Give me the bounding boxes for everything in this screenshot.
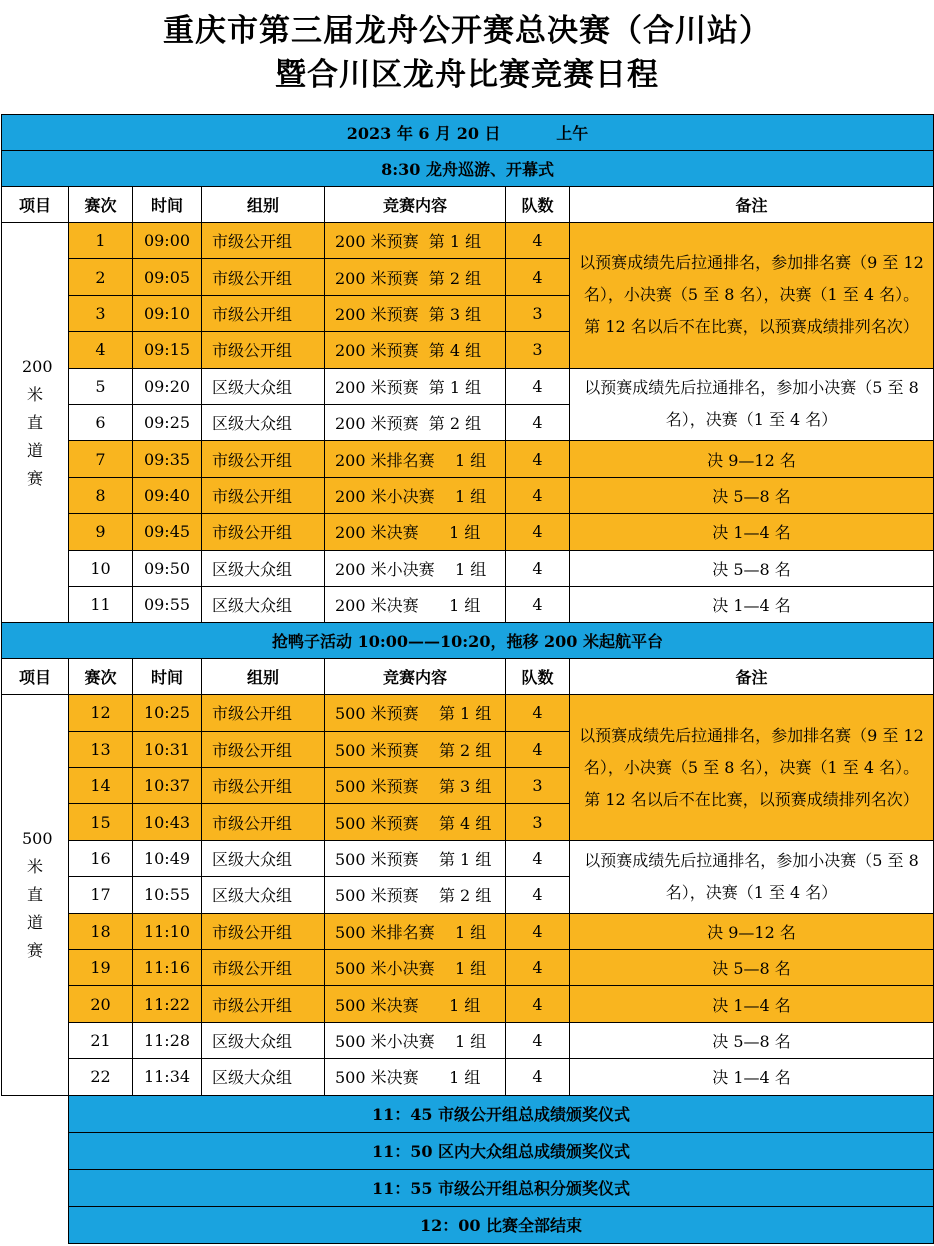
race-content: 200 米排名赛 1 组 [325,441,506,477]
table-row [2,477,934,513]
race-no: 14 [69,768,133,804]
table-row [2,586,934,622]
header-row-2 [2,659,934,695]
table-row [2,550,934,586]
race-group: 区级大众组 [202,1022,325,1058]
race-time: 11:10 [133,913,202,949]
header-row-1 [2,187,934,223]
race-group: 市级公开组 [202,950,325,986]
remark: 决 5—8 名 [570,1022,934,1058]
race-teams: 4 [506,731,570,767]
table-row [2,913,934,949]
race-content: 200 米预赛 第 4 组 [325,332,506,368]
table-row [2,840,934,876]
race-teams: 4 [506,950,570,986]
race-time: 09:50 [133,550,202,586]
race-no: 7 [69,441,133,477]
race-time: 09:35 [133,441,202,477]
remark: 决 5—8 名 [570,477,934,513]
race-time: 11:34 [133,1059,202,1095]
race-group: 区级大众组 [202,368,325,404]
race-content: 200 米预赛 第 1 组 [325,368,506,404]
table-row [2,695,934,731]
race-group: 市级公开组 [202,986,325,1022]
race-time: 09:45 [133,514,202,550]
header-group: 组别 [202,187,325,223]
race-teams: 4 [506,1022,570,1058]
race-time: 10:25 [133,695,202,731]
race-content: 200 米小决赛 1 组 [325,550,506,586]
page-title: 重庆市第三届龙舟公开赛总决赛（合川站） [163,13,771,49]
race-teams: 4 [506,877,570,913]
race-teams: 4 [506,913,570,949]
race-group: 市级公开组 [202,477,325,513]
race-teams: 4 [506,514,570,550]
race-teams: 4 [506,477,570,513]
header-event: 项目 [2,187,69,223]
ceremony-banner: 11：45 市级公开组总成绩颁奖仪式 [69,1095,934,1132]
opening-banner: 8:30 龙舟巡游、开幕式 [2,151,934,187]
schedule-table [1,114,934,1244]
race-content: 500 米预赛 第 3 组 [325,768,506,804]
race-group: 市级公开组 [202,441,325,477]
race-teams: 3 [506,804,570,840]
race-no: 4 [69,332,133,368]
race-no: 12 [69,695,133,731]
remark: 决 5—8 名 [570,550,934,586]
race-time: 09:15 [133,332,202,368]
race-group: 区级大众组 [202,877,325,913]
race-time: 11:22 [133,986,202,1022]
race-content: 200 米决赛 1 组 [325,514,506,550]
race-no: 1 [69,223,133,259]
remark: 决 1—4 名 [570,514,934,550]
race-teams: 4 [506,441,570,477]
page-subtitle: 暨合川区龙舟比赛竞赛日程 [275,57,659,93]
table-row [2,986,934,1022]
race-group: 市级公开组 [202,514,325,550]
remark: 决 9—12 名 [570,913,934,949]
race-content: 200 米预赛 第 2 组 [325,404,506,440]
race-group: 区级大众组 [202,550,325,586]
race-group: 区级大众组 [202,840,325,876]
header-race-no: 赛次 [69,659,133,695]
race-no: 10 [69,550,133,586]
ceremony-banner: 11：55 市级公开组总积分颁奖仪式 [69,1169,934,1206]
ceremony-banner: 12：00 比赛全部结束 [69,1206,934,1243]
race-no: 6 [69,404,133,440]
race-no: 17 [69,877,133,913]
ceremony-banner: 11：50 区内大众组总成绩颁奖仪式 [69,1132,934,1169]
race-group: 市级公开组 [202,913,325,949]
race-teams: 3 [506,768,570,804]
race-no: 5 [69,368,133,404]
race-teams: 4 [506,404,570,440]
race-content: 500 米排名赛 1 组 [325,913,506,949]
race-no: 15 [69,804,133,840]
race-teams: 4 [506,695,570,731]
remark: 以预赛成绩先后拉通排名，参加小决赛（5 至 8 名），决赛（1 至 4 名） [570,368,934,441]
race-content: 200 米预赛 第 1 组 [325,223,506,259]
table-row [2,1022,934,1058]
header-content: 竞赛内容 [325,187,506,223]
remark: 以预赛成绩先后拉通排名，参加排名赛（9 至 12 名），小决赛（5 至 8 名），决赛（1 至 4 名）。第 12 名以后不在比赛，以预赛成绩排列名次） [570,695,934,841]
race-time: 09:10 [133,295,202,331]
race-no: 19 [69,950,133,986]
race-group: 区级大众组 [202,1059,325,1095]
spacer [2,1095,69,1132]
race-time: 11:16 [133,950,202,986]
race-no: 3 [69,295,133,331]
race-content: 200 米预赛 第 3 组 [325,295,506,331]
race-content: 500 米预赛 第 2 组 [325,731,506,767]
race-teams: 3 [506,332,570,368]
table-row [2,368,934,404]
race-group: 市级公开组 [202,259,325,295]
race-teams: 4 [506,586,570,622]
race-no: 21 [69,1022,133,1058]
table-row [2,223,934,259]
race-time: 09:25 [133,404,202,440]
race-teams: 3 [506,295,570,331]
spacer [2,1206,69,1243]
race-group: 市级公开组 [202,332,325,368]
race-no: 8 [69,477,133,513]
header-remarks: 备注 [570,659,934,695]
race-time: 09:55 [133,586,202,622]
race-teams: 4 [506,550,570,586]
race-time: 10:43 [133,804,202,840]
race-content: 500 米决赛 1 组 [325,1059,506,1095]
race-time: 09:20 [133,368,202,404]
header-group: 组别 [202,659,325,695]
remark: 决 9—12 名 [570,441,934,477]
race-no: 16 [69,840,133,876]
header-teams: 队数 [506,187,570,223]
race-teams: 4 [506,368,570,404]
race-group: 市级公开组 [202,295,325,331]
race-teams: 4 [506,1059,570,1095]
race-content: 500 米预赛 第 2 组 [325,877,506,913]
race-content: 200 米小决赛 1 组 [325,477,506,513]
race-content: 500 米预赛 第 1 组 [325,840,506,876]
race-content: 500 米预赛 第 1 组 [325,695,506,731]
race-group: 区级大众组 [202,586,325,622]
race-content: 500 米小决赛 1 组 [325,1022,506,1058]
race-content: 500 米小决赛 1 组 [325,950,506,986]
race-time: 09:00 [133,223,202,259]
table-row [2,950,934,986]
race-content: 200 米决赛 1 组 [325,586,506,622]
spacer [2,1169,69,1206]
race-no: 9 [69,514,133,550]
table-row [2,1059,934,1095]
race-teams: 4 [506,986,570,1022]
event-name: 200 米 直 道 赛 [2,223,69,623]
race-group: 市级公开组 [202,223,325,259]
table-row [2,441,934,477]
remark: 以预赛成绩先后拉通排名，参加小决赛（5 至 8 名），决赛（1 至 4 名） [570,840,934,913]
race-time: 10:49 [133,840,202,876]
race-group: 市级公开组 [202,695,325,731]
remark: 决 5—8 名 [570,950,934,986]
race-time: 09:40 [133,477,202,513]
race-time: 10:55 [133,877,202,913]
race-content: 200 米预赛 第 2 组 [325,259,506,295]
break-banner: 抢鸭子活动 10:00——10:20，拖移 200 米起航平台 [2,623,934,659]
race-time: 10:37 [133,768,202,804]
header-remarks: 备注 [570,187,934,223]
remark: 决 1—4 名 [570,1059,934,1095]
header-event: 项目 [2,659,69,695]
race-time: 09:05 [133,259,202,295]
header-time: 时间 [133,187,202,223]
remark: 决 1—4 名 [570,586,934,622]
race-content: 500 米决赛 1 组 [325,986,506,1022]
header-race-no: 赛次 [69,187,133,223]
race-no: 13 [69,731,133,767]
race-no: 11 [69,586,133,622]
race-teams: 4 [506,259,570,295]
race-group: 区级大众组 [202,404,325,440]
race-content: 500 米预赛 第 4 组 [325,804,506,840]
header-time: 时间 [133,659,202,695]
table-row [2,514,934,550]
race-teams: 4 [506,840,570,876]
race-no: 18 [69,913,133,949]
race-no: 22 [69,1059,133,1095]
race-group: 市级公开组 [202,804,325,840]
race-no: 2 [69,259,133,295]
race-group: 市级公开组 [202,768,325,804]
race-group: 市级公开组 [202,731,325,767]
remark: 决 1—4 名 [570,986,934,1022]
header-content: 竞赛内容 [325,659,506,695]
date-banner: 2023 年 6 月 20 日 上午 [2,115,934,151]
race-time: 10:31 [133,731,202,767]
race-time: 11:28 [133,1022,202,1058]
remark: 以预赛成绩先后拉通排名，参加排名赛（9 至 12 名），小决赛（5 至 8 名），决赛（1 至 4 名）。第 12 名以后不在比赛，以预赛成绩排列名次） [570,223,934,369]
event-name: 500 米 直 道 赛 [2,695,69,1095]
race-no: 20 [69,986,133,1022]
header-teams: 队数 [506,659,570,695]
spacer [2,1132,69,1169]
race-teams: 4 [506,223,570,259]
